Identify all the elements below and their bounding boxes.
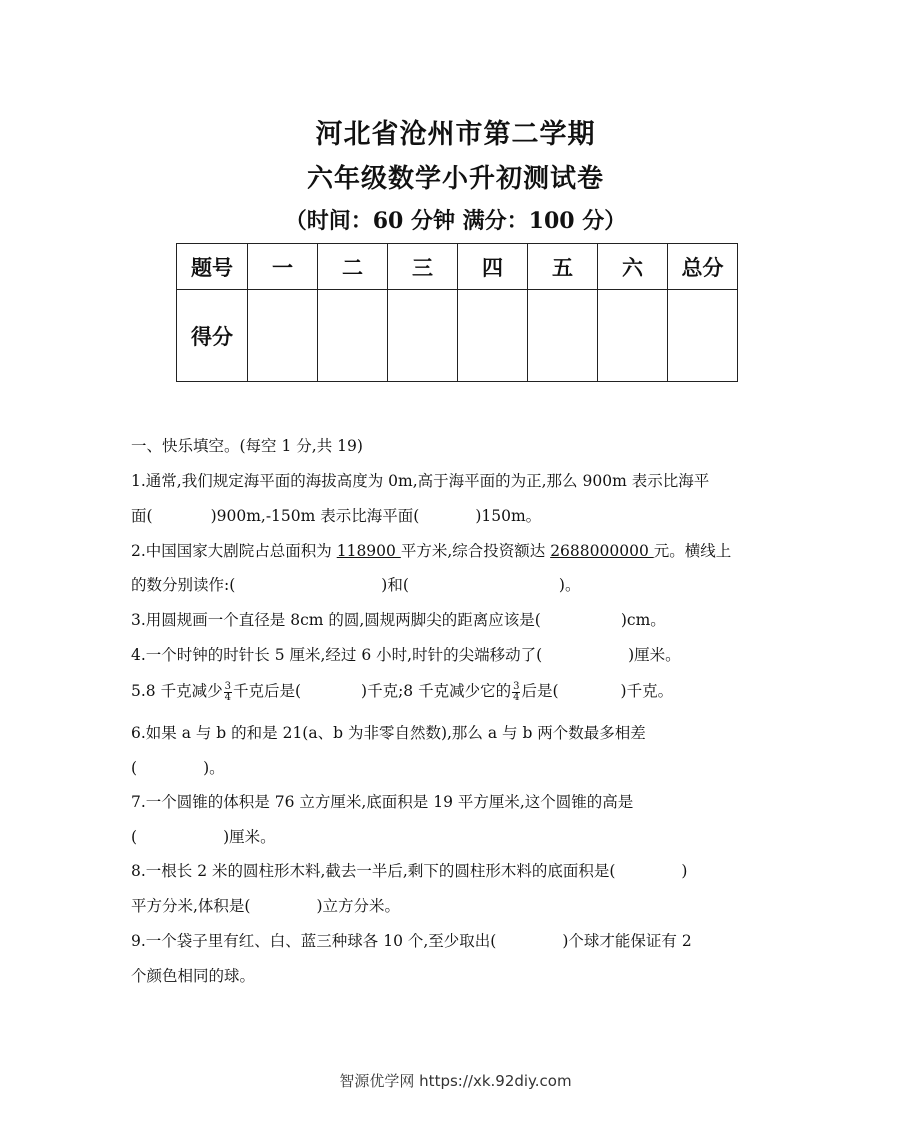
- q2-text-a: 2.中国国家大剧院占总面积为: [131, 542, 337, 560]
- q7-text-b: )厘米。: [223, 828, 276, 846]
- q2-text-b: 平方米,综合投资额达: [400, 542, 551, 560]
- score-table-head-cell: 四: [458, 244, 528, 290]
- fraction-denominator: 4: [224, 691, 231, 703]
- question-2-line-1: [131, 540, 791, 562]
- question-6-line-1: 6.如果 a 与 b 的和是 21(a、b 为非零自然数),那么 a 与 b 两个数最多相差: [131, 724, 646, 742]
- score-table-head-cell: 二: [318, 244, 388, 290]
- question-8-line-2: [131, 895, 791, 917]
- q2-text-e: )和(: [381, 576, 409, 594]
- q6-text-b: )。: [203, 759, 225, 777]
- score-table-head-cell: 三: [388, 244, 458, 290]
- score-table-head-cell: 一: [248, 244, 318, 290]
- exam-time-score: （时间：60 分钟 满分：100 分）: [284, 208, 627, 234]
- q9-text-a: 9.一个袋子里有红、白、蓝三种球各 10 个,至少取出(: [131, 932, 497, 950]
- question-7-line-2: [131, 826, 791, 848]
- q7-text-a: (: [131, 828, 138, 846]
- score-table-head-row: [177, 244, 738, 290]
- score-cell[interactable]: [458, 290, 528, 382]
- q2-text-d: 的数分别读作:(: [131, 576, 236, 594]
- q5-text-d: 后是(: [521, 682, 559, 700]
- fraction-three-quarters: [512, 682, 520, 703]
- score-cell[interactable]: [528, 290, 598, 382]
- fraction-three-quarters: [224, 682, 232, 703]
- question-9-line-1: [131, 930, 791, 952]
- q8-text-a: 8.一根长 2 米的圆柱形木料,截去一半后,剩下的圆柱形木料的底面积是(: [131, 862, 616, 880]
- score-table-score-row: [177, 290, 738, 382]
- score-table-head-cell: 题号: [177, 244, 248, 290]
- exam-title: 六年级数学小升初测试卷: [306, 164, 604, 194]
- question-3: [131, 609, 791, 631]
- q2-text-f: )。: [558, 576, 581, 594]
- exam-title-region: 河北省沧州市第二学期: [315, 119, 596, 150]
- question-2-line-2: [131, 574, 791, 596]
- fraction-denominator: 4: [513, 691, 520, 703]
- q3-text-b: )cm。: [620, 611, 666, 629]
- score-table-head-cell: 六: [598, 244, 668, 290]
- q5-text-b: 千克后是(: [232, 682, 302, 700]
- q8-text-c: 平方分米,体积是(: [131, 897, 251, 915]
- fraction-numerator: 3: [224, 680, 231, 692]
- score-table-head-cell: 总分: [668, 244, 738, 290]
- question-8-line-1: [131, 860, 791, 882]
- question-4: [131, 644, 791, 666]
- fraction-numerator: 3: [513, 680, 520, 692]
- score-table: [176, 243, 738, 382]
- score-cell[interactable]: [318, 290, 388, 382]
- q4-text-a: 4.一个时钟的时针长 5 厘米,经过 6 小时,时针的尖端移动了(: [131, 646, 543, 664]
- q5-text-e: )千克。: [620, 682, 674, 700]
- q2-number-investment: 2688000000: [550, 542, 654, 560]
- q8-text-d: )立方分米。: [316, 897, 401, 915]
- footer-watermark[interactable]: 智源优学网 https://xk.92diy.com: [339, 1072, 572, 1090]
- score-cell[interactable]: [598, 290, 668, 382]
- q1-text-c: )150m。: [475, 507, 542, 525]
- q1-text-a: 面(: [131, 507, 153, 525]
- score-row-label: 得分: [177, 290, 248, 382]
- question-5: [131, 680, 791, 703]
- score-cell[interactable]: [668, 290, 738, 382]
- q3-text-a: 3.用圆规画一个直径是 8cm 的圆,圆规两脚尖的距离应该是(: [131, 611, 541, 629]
- question-1-line-2: [131, 505, 791, 527]
- q2-number-area: 118900: [336, 542, 401, 560]
- q6-text-a: (: [131, 759, 138, 777]
- score-cell[interactable]: [388, 290, 458, 382]
- question-1-line-1: 1.通常,我们规定海平面的海拔高度为 0m,高于海平面的为正,那么 900m 表示比海平: [131, 472, 710, 490]
- question-9-line-2: 个颜色相同的球。: [131, 967, 256, 985]
- score-table-head-cell: 五: [528, 244, 598, 290]
- q5-text-c: )千克;8 千克减少它的: [361, 682, 512, 700]
- q9-text-b: )个球才能保证有 2: [562, 932, 692, 950]
- q5-text-a: 5.8 千克减少: [131, 682, 223, 700]
- section-heading: 一、快乐填空。(每空 1 分,共 19): [131, 437, 363, 455]
- q1-text-b: )900m,-150m 表示比海平面(: [210, 507, 420, 525]
- q4-text-b: )厘米。: [628, 646, 681, 664]
- question-7-line-1: 7.一个圆锥的体积是 76 立方厘米,底面积是 19 平方厘米,这个圆锥的高是: [131, 793, 634, 811]
- q8-text-b: ): [681, 862, 688, 880]
- question-6-line-2: [131, 757, 791, 779]
- score-cell[interactable]: [248, 290, 318, 382]
- q2-text-c: 元。横线上: [653, 542, 732, 560]
